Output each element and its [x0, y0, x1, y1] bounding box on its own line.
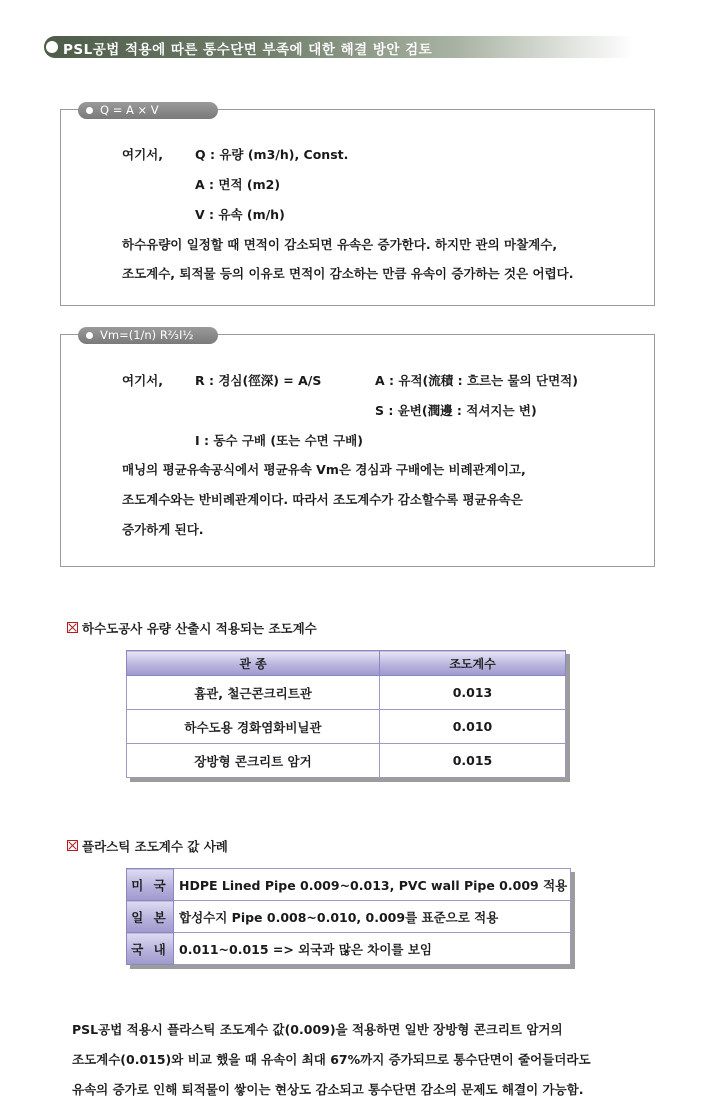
- def-q: Q : 유량 (m3/h), Const.: [195, 147, 349, 162]
- roughness-table: [126, 650, 566, 778]
- formula-text: Vm=(1/n) R⅔I½: [100, 328, 194, 342]
- where-label: 여기서,: [122, 147, 163, 162]
- table-row: [127, 901, 571, 933]
- explanation-line: 하수유량이 일정할 때 면적이 감소되면 유속은 증가한다. 하지만 관의 마찰계수,: [122, 237, 558, 252]
- conclusion-line: 조도계수(0.015)와 비교 했을 때 유속이 최대 67%까지 증가되므로 통수단면이 줄어들더라도: [72, 1052, 591, 1067]
- conclusion-line: 유속의 증가로 인해 퇴적물이 쌓이는 현상도 감소되고 통수단면 감소의 문제도 해결이 가능함.: [72, 1082, 584, 1097]
- roughness-value-cell: 0.015: [380, 744, 566, 778]
- case-text-cell: 0.011~0.015 => 외국과 많은 차이를 보임: [174, 933, 571, 965]
- pipe-type-cell: 흄관, 철근콘크리트관: [127, 676, 380, 710]
- table-row: [127, 869, 571, 901]
- section-marker-icon: [67, 622, 78, 633]
- table-header-row: [127, 651, 566, 676]
- plastic-roughness-table: [126, 868, 571, 965]
- formula-text: Q = A × V: [100, 103, 159, 117]
- table-row: [127, 744, 566, 778]
- conclusion-line: PSL공법 적용시 플라스틱 조도계수 값(0.009)을 적용하면 일반 장방형 콘크리트 암거의: [72, 1022, 563, 1037]
- pipe-type-cell: 장방형 콘크리트 암거: [127, 744, 380, 778]
- formula-label-manning: [78, 327, 218, 344]
- explanation-line: 조도계수, 퇴적물 등의 이유로 면적이 감소하는 만큼 유속이 증가하는 것은 어렵다.: [122, 266, 574, 281]
- def-r: R : 경심(徑深) = A/S: [195, 373, 322, 388]
- case-text-cell: 합성수지 Pipe 0.008~0.010, 0.009를 표준으로 적용: [174, 901, 571, 933]
- column-header-pipe-type: 관 종: [127, 651, 380, 676]
- def-i: I : 동수 구배 (또는 수면 구배): [195, 433, 363, 448]
- where-label: 여기서,: [122, 373, 163, 388]
- roughness-value-cell: 0.010: [380, 710, 566, 744]
- table-row: [127, 710, 566, 744]
- pipe-type-cell: 하수도용 경화염화비닐관: [127, 710, 380, 744]
- explanation-line: 증가하게 된다.: [122, 522, 204, 537]
- roughness-value-cell: 0.013: [380, 676, 566, 710]
- case-text-cell: HDPE Lined Pipe 0.009~0.013, PVC wall Pipe 0.009 적용: [174, 869, 571, 901]
- bullet-icon: [46, 41, 58, 53]
- country-cell: 국 내: [127, 933, 174, 965]
- table-row: [127, 933, 571, 965]
- def-v: V : 유속 (m/h): [195, 207, 285, 222]
- country-cell: 미 국: [127, 869, 174, 901]
- explanation-line: 조도계수와는 반비례관계이다. 따라서 조도계수가 감소할수록 평균유속은: [122, 492, 523, 507]
- country-cell: 일 본: [127, 901, 174, 933]
- def-s: S : 윤변(潤邊 : 적셔지는 변): [375, 403, 537, 418]
- def-a: A : 유적(流積 : 흐르는 물의 단면적): [375, 373, 578, 388]
- column-header-roughness: 조도계수: [380, 651, 566, 676]
- bullet-icon: [86, 332, 93, 339]
- bullet-icon: [86, 107, 93, 114]
- section-title-plastic: 플라스틱 조도계수 값 사례: [82, 839, 228, 854]
- section-title-roughness: 하수도공사 유량 산출시 적용되는 조도계수: [82, 621, 317, 636]
- section-marker-icon: [67, 840, 78, 851]
- explanation-line: 매닝의 평균유속공식에서 평균유속 Vm은 경심과 구배에는 비례관계이고,: [122, 462, 526, 477]
- page-title: PSL공법 적용에 따른 통수단면 부족에 대한 해결 방안 검토: [63, 42, 433, 58]
- def-a: A : 면적 (m2): [195, 177, 281, 192]
- table-row: [127, 676, 566, 710]
- formula-label-flow: [78, 102, 218, 119]
